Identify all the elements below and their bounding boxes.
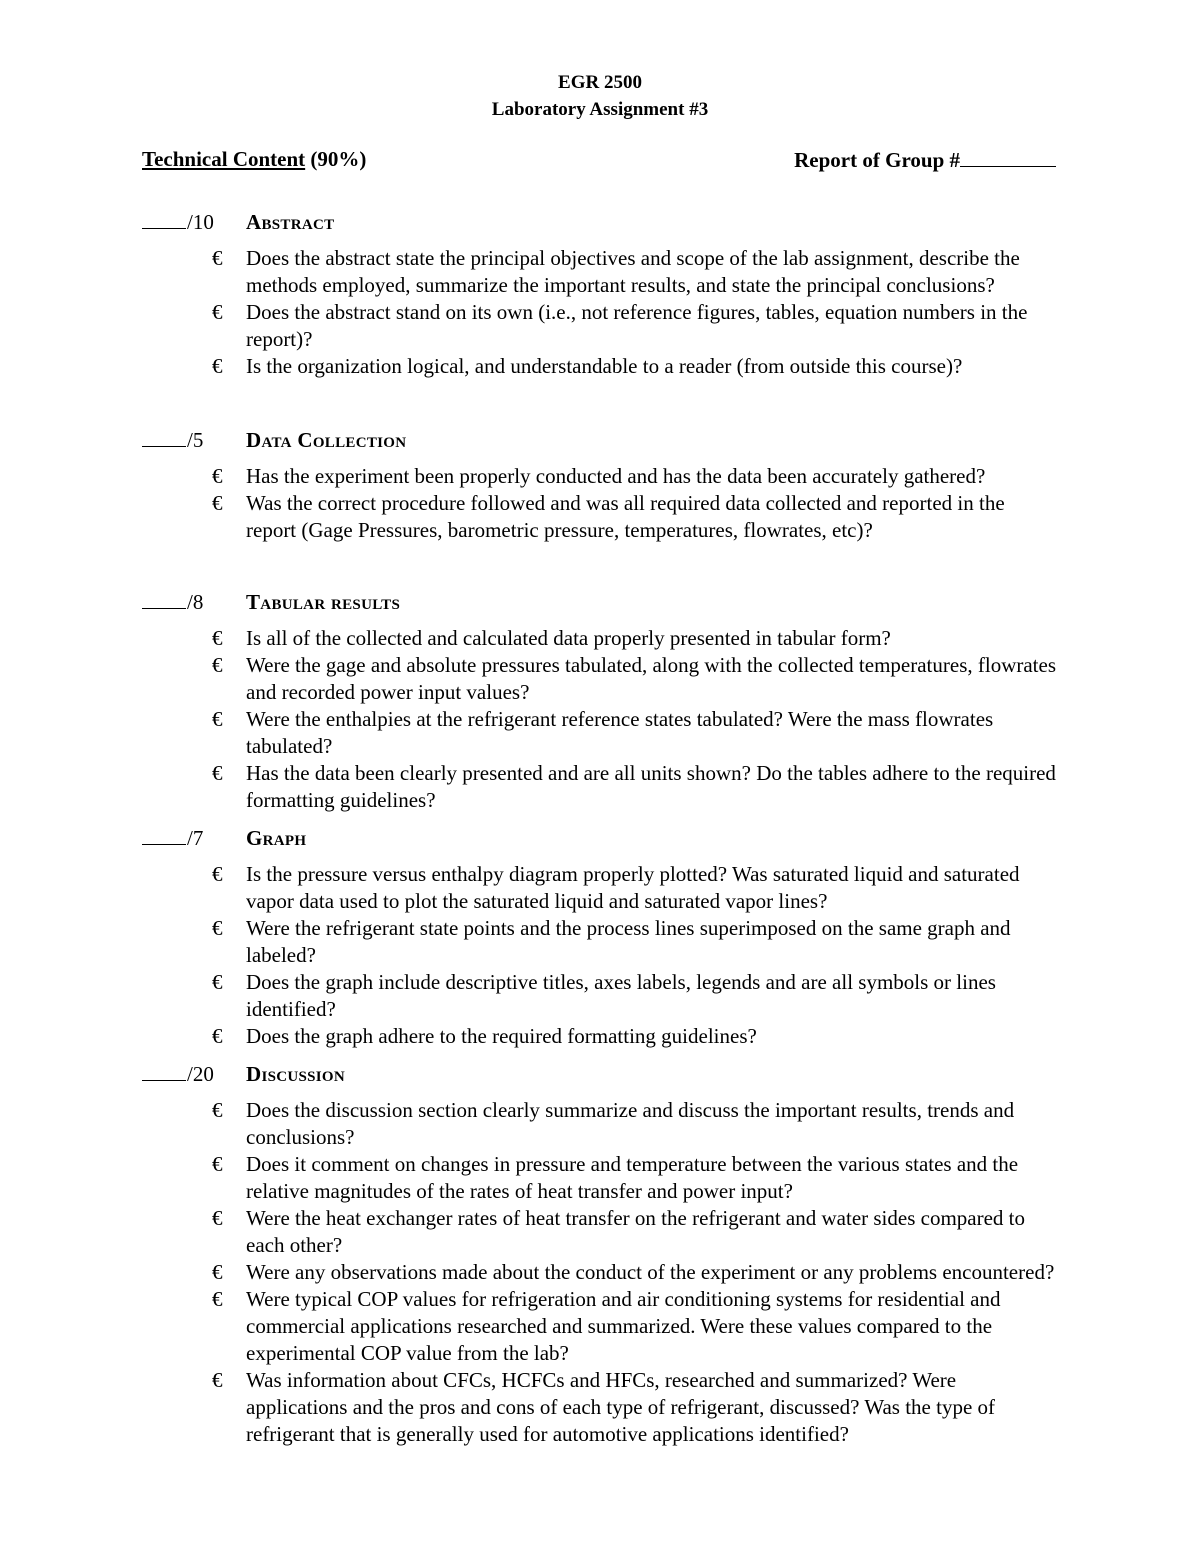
bullet-icon: € xyxy=(212,354,223,378)
section-title: Abstract xyxy=(246,210,335,234)
score-blank xyxy=(142,1061,186,1081)
list-item xyxy=(142,1151,1056,1205)
group-number-blank xyxy=(960,146,1056,167)
bullet-icon: € xyxy=(212,916,223,940)
criterion-text: Has the data been clearly presented and are all units shown? Do the tables adhere to the required formatting guidelines? xyxy=(246,761,1056,812)
section-graph xyxy=(142,825,1056,1050)
score-field xyxy=(142,589,203,615)
criterion-text: Has the experiment been properly conducted and has the data been accurately gathered? xyxy=(246,464,986,488)
section-tabular-results xyxy=(142,589,1056,814)
list-item xyxy=(142,1286,1056,1367)
section-header xyxy=(142,427,1056,453)
bullet-icon: € xyxy=(212,626,223,650)
section-abstract xyxy=(142,209,1056,380)
score-max: /8 xyxy=(187,590,204,614)
criterion-text: Does it comment on changes in pressure and temperature between the various states and the relative magnitudes of the rates of heat transfer and power input? xyxy=(246,1152,1019,1203)
score-max: /7 xyxy=(187,826,204,850)
criterion-text: Were the heat exchanger rates of heat transfer on the refrigerant and water sides compared to each other? xyxy=(246,1206,1026,1257)
list-item xyxy=(142,969,1056,1023)
list-item xyxy=(142,299,1056,353)
course-code: EGR 2500 xyxy=(558,72,642,93)
technical-content-heading xyxy=(142,146,366,172)
list-item xyxy=(142,625,1056,652)
bullet-icon: € xyxy=(212,707,223,731)
section-title: Discussion xyxy=(246,1062,346,1086)
score-max: /10 xyxy=(187,210,214,234)
list-item xyxy=(142,463,1056,490)
list-item xyxy=(142,652,1056,706)
list-item xyxy=(142,490,1056,544)
bullet-icon: € xyxy=(212,1260,223,1284)
section-header xyxy=(142,825,1056,851)
criteria-list xyxy=(142,861,1056,1050)
bullet-icon: € xyxy=(212,491,223,515)
bullet-icon: € xyxy=(212,970,223,994)
bullet-icon: € xyxy=(212,1206,223,1230)
report-group-field xyxy=(794,146,1056,173)
score-field xyxy=(142,427,203,453)
bullet-icon: € xyxy=(212,862,223,886)
report-group-label: Report of Group # xyxy=(794,148,960,172)
criterion-text: Were typical COP values for refrigeration and air conditioning systems for residential and commercial applications researched and summarized. Were these values compared to the experimental COP value from the lab? xyxy=(246,1287,1001,1365)
score-field xyxy=(142,209,214,235)
list-item xyxy=(142,1367,1056,1448)
criterion-text: Were the enthalpies at the refrigerant reference states tabulated? Were the mass flowrates tabulated? xyxy=(246,707,994,758)
list-item xyxy=(142,1205,1056,1259)
section-header xyxy=(142,589,1056,615)
bullet-icon: € xyxy=(212,464,223,488)
technical-content-percent: (90%) xyxy=(310,147,367,171)
criteria-list xyxy=(142,245,1056,380)
list-item xyxy=(142,706,1056,760)
section-data-collection xyxy=(142,427,1056,544)
score-max: /5 xyxy=(187,428,204,452)
criteria-list xyxy=(142,463,1056,544)
criterion-text: Does the graph adhere to the required formatting guidelines? xyxy=(246,1024,757,1048)
bullet-icon: € xyxy=(212,1287,223,1311)
list-item xyxy=(142,1023,1056,1050)
section-title: Graph xyxy=(246,826,307,850)
criteria-list xyxy=(142,625,1056,814)
section-title: Tabular results xyxy=(246,590,401,614)
list-item xyxy=(142,353,1056,380)
section-discussion xyxy=(142,1061,1056,1448)
list-item xyxy=(142,245,1056,299)
score-blank xyxy=(142,589,186,609)
criteria-list xyxy=(142,1097,1056,1448)
criterion-text: Was the correct procedure followed and was all required data collected and reported in the report (Gage Pressures, barometric pressure, temperatures, flowrates, etc)? xyxy=(246,491,1005,542)
assignment-title: Laboratory Assignment #3 xyxy=(491,99,709,120)
criterion-text: Were the refrigerant state points and the process lines superimposed on the same graph and labeled? xyxy=(246,916,1011,967)
criterion-text: Were any observations made about the conduct of the experiment or any problems encountered? xyxy=(246,1260,1055,1284)
section-header xyxy=(142,1061,1056,1087)
score-blank xyxy=(142,427,186,447)
list-item xyxy=(142,760,1056,814)
bullet-icon: € xyxy=(212,246,223,270)
score-field xyxy=(142,825,203,851)
criterion-text: Does the abstract stand on its own (i.e., not reference figures, tables, equation numbers in the report)? xyxy=(246,300,1028,351)
criterion-text: Does the abstract state the principal objectives and scope of the lab assignment, describe the methods employed, summarize the important results, and state the principal conclusions? xyxy=(246,246,1020,297)
criterion-text: Is the pressure versus enthalpy diagram properly plotted? Was saturated liquid and saturated vapor data used to plot the saturated liquid and saturated vapor lines? xyxy=(246,862,1020,913)
criterion-text: Is all of the collected and calculated data properly presented in tabular form? xyxy=(246,626,891,650)
bullet-icon: € xyxy=(212,1368,223,1392)
criterion-text: Was information about CFCs, HCFCs and HFCs, researched and summarized? Were applications and the pros and cons of each type of refrigerant, discussed? Was the type of refrigerant that is generally used for automotive applications identified? xyxy=(246,1368,996,1446)
section-title: Data Collection xyxy=(246,428,407,452)
bullet-icon: € xyxy=(212,761,223,785)
list-item xyxy=(142,861,1056,915)
bullet-icon: € xyxy=(212,1024,223,1048)
section-header xyxy=(142,209,1056,235)
score-field xyxy=(142,1061,214,1087)
list-item xyxy=(142,1097,1056,1151)
criterion-text: Does the graph include descriptive titles, axes labels, legends and are all symbols or lines identified? xyxy=(246,970,996,1021)
technical-content-label: Technical Content xyxy=(142,147,306,171)
header-row xyxy=(142,146,1056,172)
score-blank xyxy=(142,825,186,845)
list-item xyxy=(142,1259,1056,1286)
criterion-text: Does the discussion section clearly summarize and discuss the important results, trends and conclusions? xyxy=(246,1098,1015,1149)
list-item xyxy=(142,915,1056,969)
bullet-icon: € xyxy=(212,1098,223,1122)
criterion-text: Is the organization logical, and understandable to a reader (from outside this course)? xyxy=(246,354,963,378)
score-blank xyxy=(142,209,186,229)
bullet-icon: € xyxy=(212,1152,223,1176)
bullet-icon: € xyxy=(212,300,223,324)
bullet-icon: € xyxy=(212,653,223,677)
score-max: /20 xyxy=(187,1062,214,1086)
criterion-text: Were the gage and absolute pressures tabulated, along with the collected temperatures, flowrates and recorded power input values? xyxy=(246,653,1056,704)
